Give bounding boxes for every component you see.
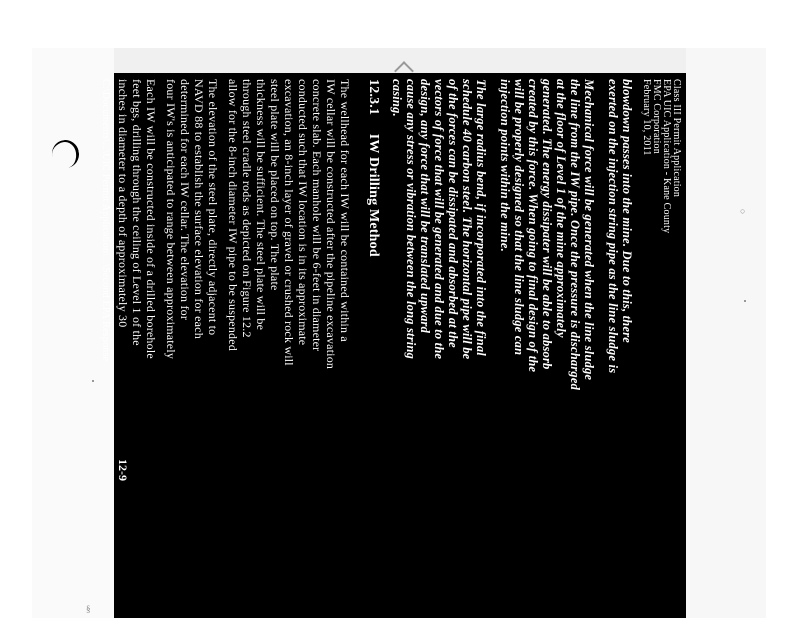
paragraph-line: steel plate will be placed on top. The plate — [268, 79, 282, 291]
header-line: FMC Corporation — [651, 79, 662, 154]
paragraph-line: schedule 40 carbon steel. The horizontal pipe will be — [460, 79, 474, 360]
paragraph-line: four IW's is anticipated to range between approximately — [164, 79, 178, 360]
paragraph-line: The wellhead for each IW will be contained within a — [338, 79, 352, 342]
paragraph-line: through steel cradle rods as depicted on Figure 12.2 — [240, 79, 254, 338]
paragraph-line: created by this force. When going to final design of the — [526, 79, 540, 373]
paragraph-line: inches in diameter to a depth of approximately 30 — [116, 79, 130, 328]
paragraph-line: The elevation of the steel plate, directly adjacent to — [206, 79, 220, 336]
rotated-page-content — [100, 73, 686, 618]
paragraph-line: The large radius bend, if incorporated into the final — [474, 79, 488, 356]
paragraph-line: vectors of force that will be generated and due to the — [432, 79, 446, 360]
header-line: Class III Permit Application — [671, 79, 682, 198]
paragraph-line: determined for each IW cellar. The elevation for — [178, 79, 192, 321]
header-line: EPA UIC Application - Kane County — [661, 79, 672, 234]
paragraph-line: excavation, an 8-inch layer of gravel or crushed rock will — [282, 79, 296, 366]
paragraph-line: allow for the 8-inch diameter IW pipe to be suspended — [226, 79, 240, 351]
paragraph-line: design, any force that will be translated upward — [418, 79, 432, 334]
scan-speck — [92, 380, 94, 382]
paragraph-line: IW cellar will be constructed after the pipeline excavation — [324, 79, 338, 370]
footer-path: C:\Documents\...\UIC Permit Application\...\Second EPA Response — [100, 79, 111, 362]
paragraph-line: injection points within the mine. — [498, 79, 512, 252]
paper-right-edge — [686, 48, 766, 618]
paragraph-line: thickness will be sufficient. The steel plate will be — [254, 79, 268, 331]
page-number: 12-9 — [116, 459, 130, 481]
paragraph-line: at the floor of Level 1 of the mine approximately — [554, 79, 568, 338]
scan-mark: ○ — [740, 206, 746, 216]
paragraph-line: conducted such that IW location is in its approximate — [296, 79, 310, 346]
paragraph-line: generated. The energy dissipater will be able to absorb — [540, 79, 554, 370]
paragraph-line: feet bgs, drilling through the ceiling of Level 1 of the — [130, 79, 144, 346]
paragraph-line: NAVD 88 to establish the surface elevation for each — [192, 79, 206, 339]
header-line: February 10, 2011 — [641, 79, 652, 156]
paragraph-line: Each IW will be constructed inside of a drilled borehole — [144, 79, 158, 359]
scan-mark: § — [86, 604, 91, 614]
section-number: 12.3.1 — [366, 79, 381, 116]
paragraph-line: will be properly designed so that the line sludge can — [512, 79, 526, 356]
section-title: IW Drilling Method — [366, 133, 381, 257]
paragraph-line: casing. — [390, 79, 404, 117]
scanned-document-page — [100, 73, 686, 618]
paragraph-line: concrete slab. Each manhole will be 6-feet in diameter — [310, 79, 324, 352]
paragraph-line: exerted on the injection string pipe as the line sludge is — [606, 79, 620, 374]
paragraph-line: blowdown passes into the mine. Due to this, there — [620, 79, 634, 344]
paragraph-line: of the forces can be dissipated and absorbed at the — [446, 79, 460, 348]
paragraph-line: Mechanical force will be generated when the line sludge — [582, 79, 596, 381]
section-heading — [366, 79, 380, 257]
scan-speck — [744, 300, 746, 302]
paragraph-line: cause any stress or vibration between the long string — [404, 79, 418, 360]
paragraph-line: the line from the IW pipe. Once the pressure is discharged — [568, 79, 582, 391]
